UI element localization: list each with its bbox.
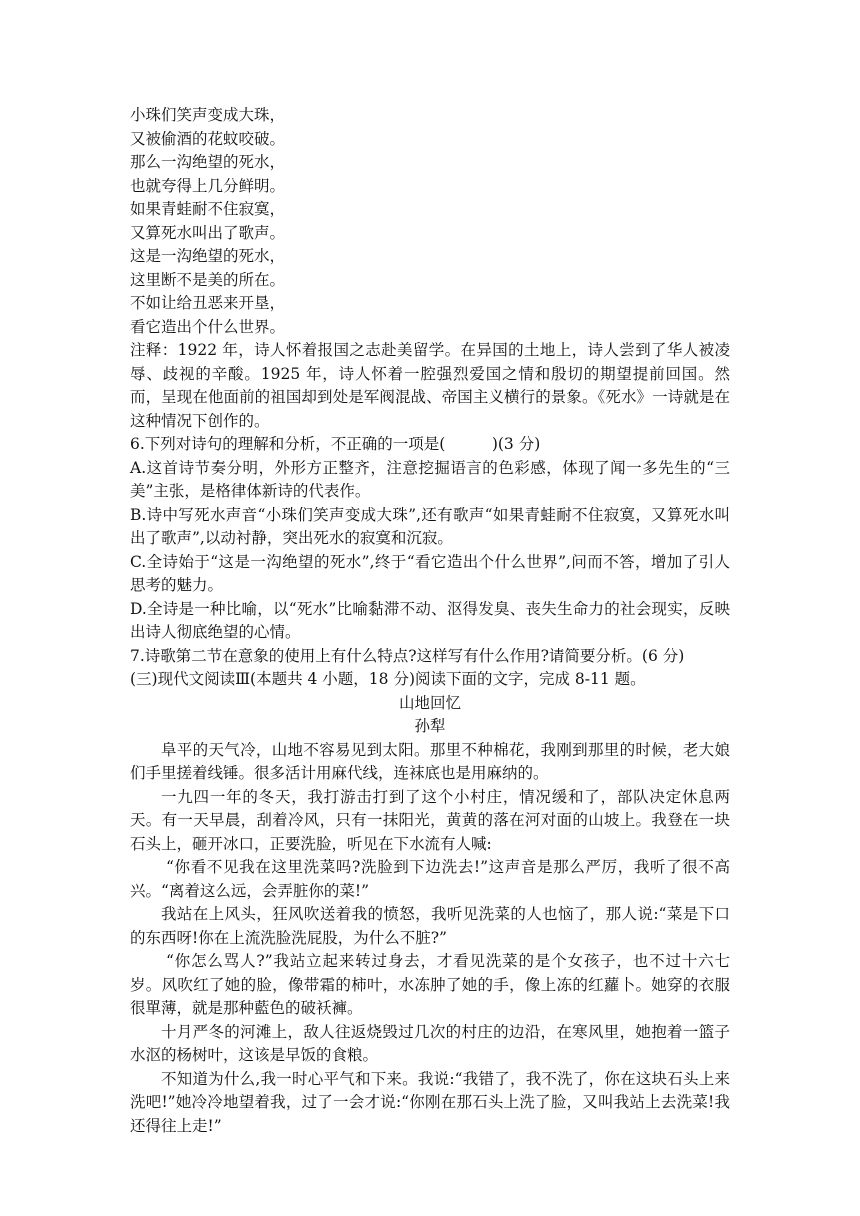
poem-line: 又被偷酒的花蚊咬破。: [130, 129, 286, 148]
question-6: [130, 433, 730, 645]
article-paragraph: “你怎么骂人?”我站立起来转过身去，才看见洗菜的是个女孩子，也不过十六七岁。风吹红了她的脸，像带霜的柿叶，水冻肿了她的手，像上冻的红蘿卜。她穿的衣服很單薄，就是那种藍色的破袄褲。: [130, 952, 730, 1017]
poem: [130, 104, 730, 339]
poem-line: 这里断不是美的所在。: [130, 270, 286, 289]
section-3-heading: (三)现代文阅读Ⅲ(本题共 4 小题，18 分)阅读下面的文字，完成 8-11 题。: [130, 670, 646, 688]
article-paragraph: “你看不见我在这里洗菜吗?洗脸到下边洗去!”这声音是那么严厉，我听了很不高兴。“离着这么远，会弄脏你的菜!”: [130, 858, 730, 900]
option-a: A.这首诗节奏分明，外形方正整齐，注意挖掘语言的色彩感，体现了闻一多先生的“三美”主张，是格律体新诗的代表作。: [130, 458, 730, 500]
option-c: C.全诗始于“这是一沟绝望的死水”,终于“看它造出个什么世界”,问而不答，增加了引人思考的魅力。: [130, 552, 730, 594]
article-title: 山地回忆: [398, 693, 461, 712]
article-author: 孙犁: [414, 717, 446, 735]
poem-line: 这是一沟绝望的死水，: [130, 247, 286, 265]
document-page: [130, 104, 730, 1138]
option-d: D.全诗是一种比喻，以“死水”比喻黏滞不动、沤得发臭、丧失生命力的社会现实，反映出诗人彻底绝望的心情。: [130, 599, 730, 641]
poem-line: 又算死水叫出了歌声。: [130, 223, 286, 242]
article-paragraph: 十月严冬的河滩上，敌人往返烧毁过几次的村庄的边沿，在寒风里，她抱着一篮子水沤的杨树叶，这该是早饭的食粮。: [130, 1022, 730, 1064]
article-paragraph: 阜平的天气冷，山地不容易见到太阳。那里不种棉花，我刚到那里的时候，老大娘们手里搓着线锤。很多活计用麻代线，连袜底也是用麻纳的。: [130, 740, 730, 782]
article-paragraph: 一九四一年的冬天，我打游击打到了这个小村庄，情况缓和了，部队决定休息两天。有一天早晨，刮着冷风，只有一抹阳光，黄黄的落在河对面的山坡上。我登在一块石头上，砸开冰口，正要洗脸，听见在下水流有人喊:: [130, 787, 730, 853]
article-paragraph: 我站在上风头，狂风吹送着我的愤怒，我听见洗菜的人也恼了，那人说:“菜是下口的东西呀!你在上流洗脸洗屁股，为什么不脏?”: [130, 905, 730, 947]
article: [130, 692, 730, 1139]
poem-note: 注释：1922 年，诗人怀着报国之志赴美留学。在异国的土地上，诗人尝到了华人被凌辱、歧视的辛酸。1925 年，诗人怀着一腔强烈爱国之情和殷切的期望提前回国。然而，呈现在他面前的祖国却到处是军阀混战、帝国主义横行的景象。《死水》一诗就是在这种情况下创作的。: [130, 341, 730, 430]
poem-line: 不如让给丑恶来开垦，: [130, 294, 286, 312]
poem-line: 也就夸得上几分鲜明。: [130, 176, 286, 195]
poem-line: 小珠们笑声变成大珠，: [130, 106, 286, 124]
article-paragraph: 不知道为什么,我一时心平气和下来。我说:“我错了，我不洗了，你在这块石头上来洗吧!”她冷冷地望着我，过了一会才说:“你刚在那石头上洗了脸，又叫我站上去洗菜!我还得往上走!”: [130, 1069, 730, 1135]
question-6-stem: 6.下列对诗句的理解和分析，不正确的一项是( )(3 分): [130, 435, 541, 453]
option-b: B.诗中写死水声音“小珠们笑声变成大珠”,还有歌声“如果青蛙耐不住寂寞，又算死水叫出了歌声”,以动衬静，突出死水的寂寞和沉寂。: [130, 505, 730, 547]
question-7: 7.诗歌第二节在意象的使用上有什么特点?这样写有什么作用?请简要分析。(6 分): [130, 646, 685, 665]
poem-line: 如果青蛙耐不住寂寞，: [130, 200, 286, 218]
poem-line: 看它造出个什么世界。: [130, 317, 286, 336]
poem-line: 那么一沟绝望的死水，: [130, 153, 286, 171]
